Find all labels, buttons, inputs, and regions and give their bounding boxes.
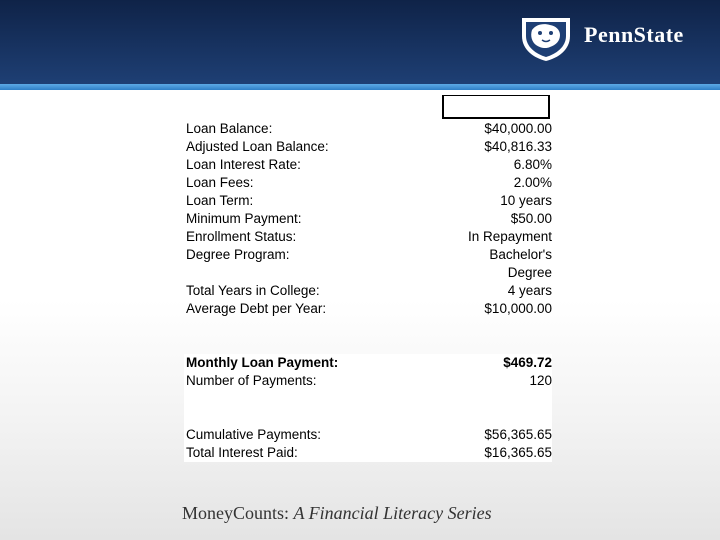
loan-calculator-table [184,120,552,462]
row-label: Enrollment Status: [186,229,297,244]
row-value-line2: Degree [507,265,552,280]
row-value: $469.72 [503,355,552,370]
row-value: In Repayment [467,229,552,244]
row-value-line1: Bachelor's [489,247,552,262]
footer-prefix: MoneyCounts: [182,503,294,523]
header-accent-stripe [0,84,720,90]
footer-series: A Financial Literacy Series [293,503,492,523]
row-value: 10 years [500,193,552,208]
row-value: $50.00 [510,211,552,226]
table-row [184,210,552,228]
row-value: $10,000.00 [484,301,552,316]
row-label: Degree Program: [186,247,290,262]
row-label: Loan Term: [186,193,254,208]
row-value: $56,365.65 [484,427,552,442]
table-row [184,174,552,192]
calculator-input-box[interactable] [442,95,550,119]
row-value: $40,000.00 [484,121,552,136]
row-label: Number of Payments: [186,373,317,388]
row-label: Loan Interest Rate: [186,157,301,172]
nittany-lion-shield-icon [518,14,574,62]
row-label: Monthly Loan Payment: [186,355,339,370]
row-label: Minimum Payment: [186,211,302,226]
results-block [184,354,552,462]
row-label: Loan Fees: [186,175,254,190]
section-spacer [184,390,552,426]
row-value: 120 [529,373,552,388]
row-label: Cumulative Payments: [186,427,322,442]
table-row [184,354,552,372]
footer-title [182,503,492,524]
row-value [489,246,552,282]
row-value: $40,816.33 [484,139,552,154]
table-row [184,246,552,282]
section-spacer [184,318,552,354]
table-row [184,444,552,462]
row-value: 6.80% [513,157,552,172]
row-label: Total Interest Paid: [186,445,298,460]
table-row [184,300,552,318]
table-row [184,120,552,138]
table-row [184,282,552,300]
row-label: Loan Balance: [186,121,273,136]
table-row [184,156,552,174]
brand-wordmark: PennState [584,22,684,47]
row-label: Average Debt per Year: [186,301,327,316]
row-label: Adjusted Loan Balance: [186,139,329,154]
table-row [184,192,552,210]
table-row [184,138,552,156]
table-row [184,426,552,444]
table-row [184,228,552,246]
row-value: 2.00% [513,175,552,190]
table-row [184,372,552,390]
row-label: Total Years in College: [186,283,320,298]
row-value: $16,365.65 [484,445,552,460]
row-value: 4 years [507,283,552,298]
pennstate-logo [518,14,714,62]
